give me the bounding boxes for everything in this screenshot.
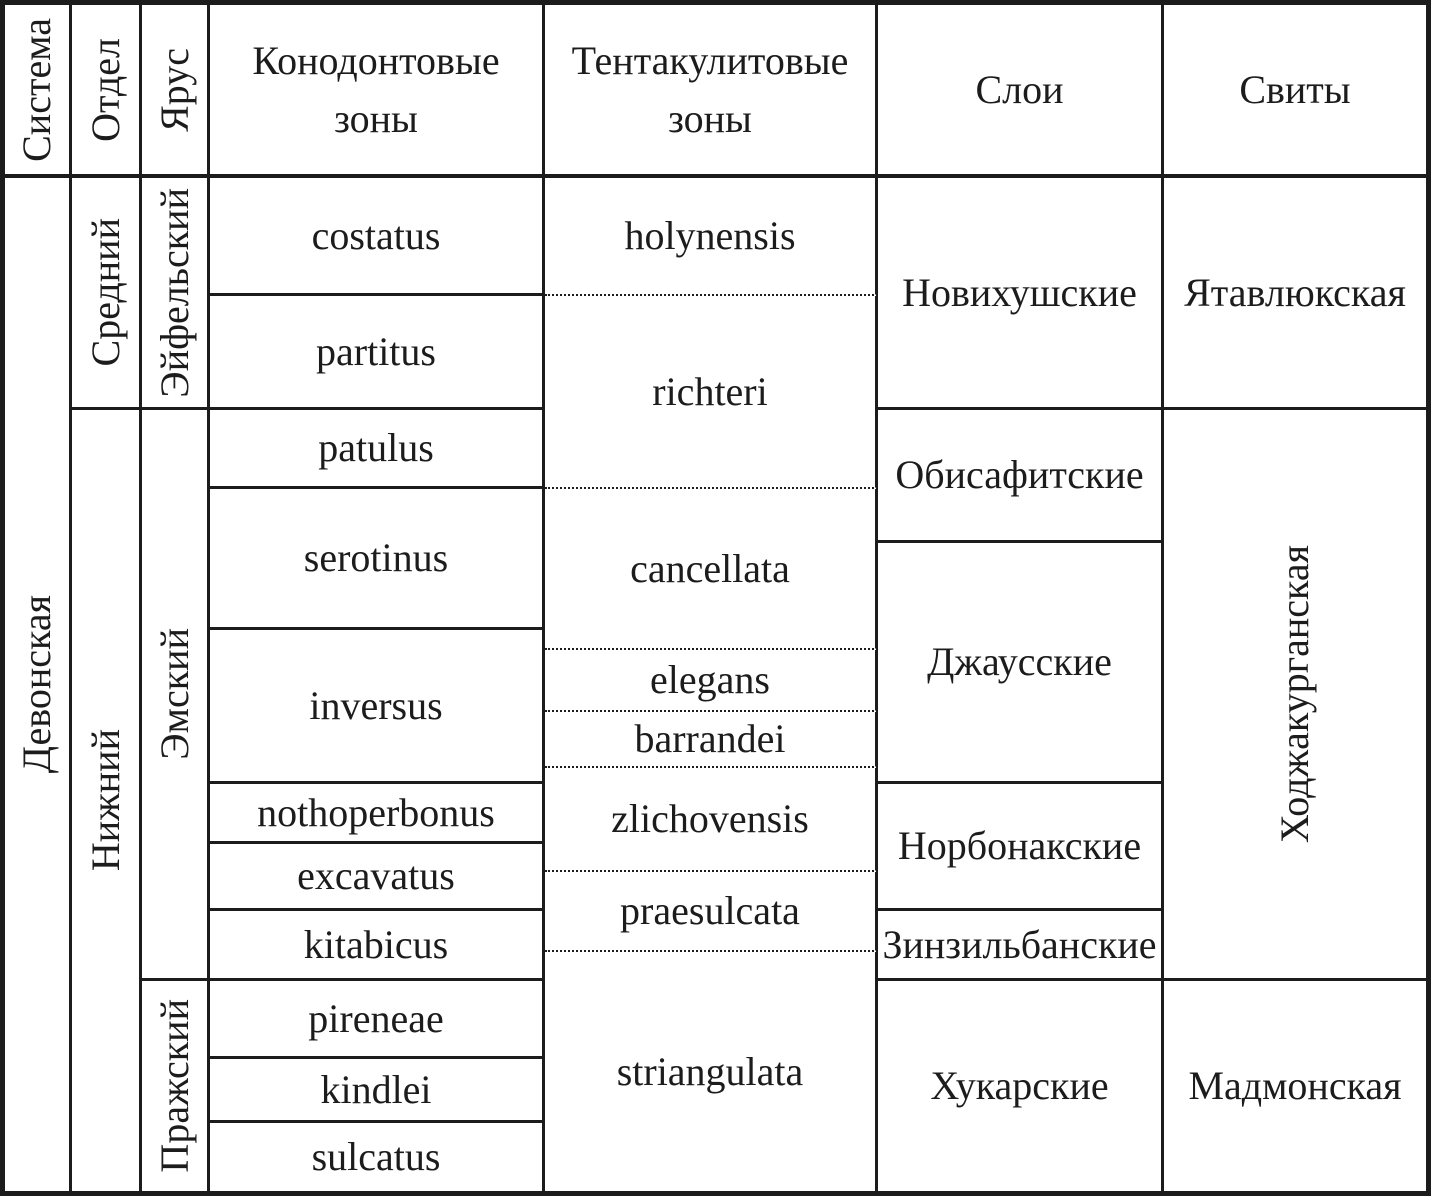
- header-layers: Слои: [878, 5, 1164, 178]
- cell-conodont-nothoperbonus: nothoperbonus: [210, 784, 545, 844]
- header-system: [5, 5, 72, 178]
- cell-stage-eifelian: [142, 178, 210, 410]
- stage-eifelian-label: Эйфельский: [151, 187, 197, 398]
- header-system-label: Система: [14, 17, 59, 162]
- cell-suite-madmonskaya: Мадмонская: [1188, 1063, 1402, 1108]
- cell-conodont-excavatus: excavatus: [210, 844, 545, 911]
- header-stage: [142, 5, 210, 178]
- cell-conodont-inversus: inversus: [210, 630, 545, 784]
- cell-conodont-pireneae: pireneae: [210, 981, 545, 1059]
- stage-emsian-label: Эмский: [151, 628, 197, 760]
- cell-conodont-serotinus: serotinus: [210, 489, 545, 630]
- series-middle-label: Средний: [82, 218, 128, 367]
- suite-khodzhakurganskaya-label: Ходжакурганская: [1272, 544, 1317, 844]
- cell-layer-khukarskie: Хукарские: [878, 981, 1164, 1191]
- header-series: [72, 5, 142, 178]
- cell-tentaculite-praesulcata: praesulcata: [545, 872, 878, 952]
- cell-suite-yatavlyukskaya: Ятавлюкская: [1164, 178, 1426, 410]
- cell-tentaculite-barrandei: barrandei: [545, 712, 878, 768]
- cell-layer-zinzilbanskie: Зинзильбанские: [878, 911, 1164, 981]
- cell-suite-khodzhakurganskaya: [1164, 410, 1426, 981]
- cell-tentaculite-striangulata: striangulata: [545, 952, 878, 1191]
- cell-series-middle: [72, 178, 142, 410]
- cell-conodont-kitabicus: kitabicus: [210, 911, 545, 981]
- cell-stage-pragian: [142, 981, 210, 1191]
- cell-conodont-sulcatus: sulcatus: [210, 1123, 545, 1191]
- cell-layer-novikhushskie: Новихушские: [878, 178, 1164, 410]
- cell-conodont-kindlei: kindlei: [210, 1059, 545, 1123]
- cell-conodont-patulus: patulus: [210, 410, 545, 489]
- cell-conodont-costatus: costatus: [210, 178, 545, 296]
- cell-tentaculite-richteri: richteri: [545, 296, 878, 489]
- header-conodont-zones: Конодонтовые зоны: [210, 5, 545, 178]
- cell-stage-emsian: [142, 410, 210, 981]
- system-devonian-label: Девонская: [14, 595, 59, 774]
- cell-series-lower: [72, 410, 142, 1191]
- cell-layer-dzhausskie: Джаусские: [878, 543, 1164, 784]
- cell-system-devonian: [5, 178, 72, 1191]
- header-tentaculite-zones: Тентакулитовые зоны: [545, 5, 878, 178]
- cell-layer-obisafitskie: Обисафитские: [878, 410, 1164, 543]
- cell-tentaculite-zlichovensis: zlichovensis: [545, 768, 878, 872]
- cell-tentaculite-cancellata: cancellata: [545, 489, 878, 650]
- header-series-label: Отдел: [82, 37, 128, 142]
- header-suites: Свиты: [1164, 5, 1426, 178]
- cell-layer-norbonakskie: Норбонакские: [878, 784, 1164, 911]
- cell-tentaculite-elegans: elegans: [545, 650, 878, 712]
- series-lower-label: Нижний: [82, 729, 128, 872]
- cell-tentaculite-holynensis: holynensis: [545, 178, 878, 296]
- header-stage-label: Ярус: [151, 47, 197, 132]
- cell-conodont-partitus: partitus: [210, 296, 545, 410]
- stage-pragian-label: Пражский: [151, 999, 197, 1173]
